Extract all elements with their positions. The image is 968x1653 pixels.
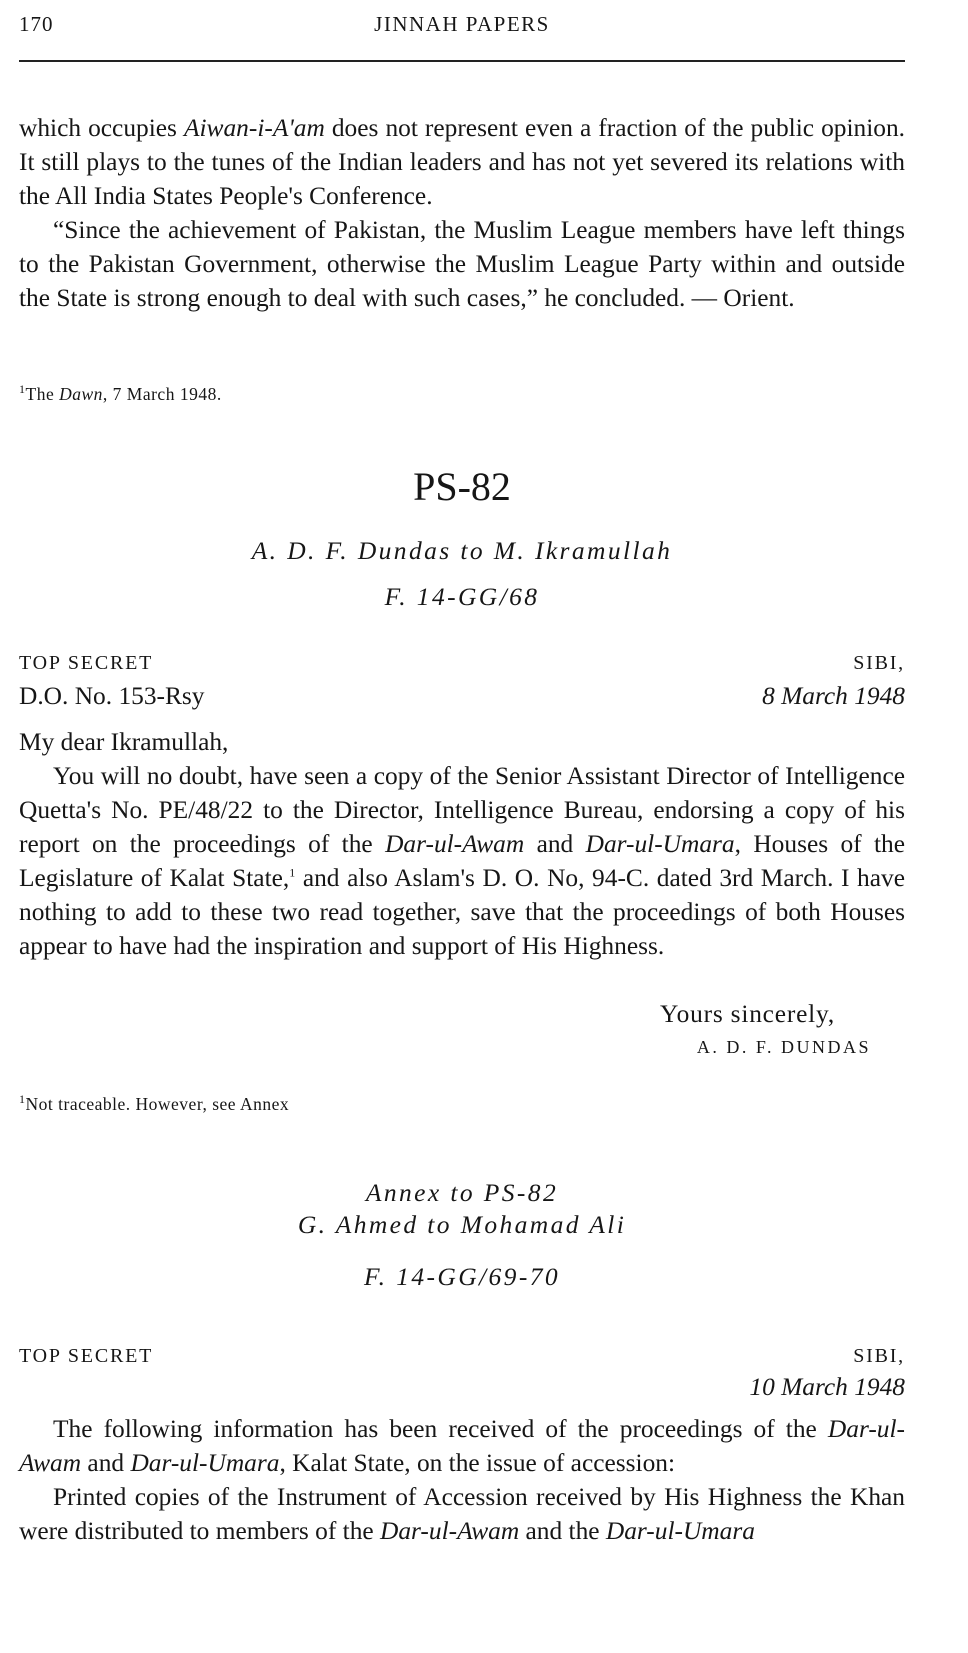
place: SIBI, [853,652,905,674]
annex-paragraph-2: Printed copies of the Instrument of Accession received by His Highness the Khan were distributed to members of the Dar-ul-Awam and the Dar-ul-Umara [19,1483,905,1545]
footnote-1: $^1$The Dawn, 7 March 1948. [19,382,222,404]
do-number: D.O. No. 153-Rsy [19,682,205,710]
running-title: JINNAH PAPERS [374,12,550,36]
annex-heading: G. Ahmed to Mohamad Ali [297,1210,627,1239]
signature: A. D. F. DUNDAS [696,1037,871,1057]
document-page [19,0,905,1653]
classification: TOP SECRET [19,652,154,674]
continuation-text [19,111,905,315]
document-number: PS-82 [413,464,511,509]
annex-date: 10 March 1948 [749,1373,905,1401]
document-heading: A. D. F. Dundas to M. Ikramullah [251,536,673,565]
page-header [19,12,905,42]
annex-classification: TOP SECRET [19,1345,154,1367]
annex-title: Annex to PS-82 [365,1178,559,1207]
letter-salutation: My dear Ikramullah, [19,728,229,756]
annex-place: SIBI, [853,1345,905,1367]
continuation-paragraph-2: “Since the achievement of Pakistan, the Muslim League members have left things to the Pakistan Government, otherwise the Muslim League Party within and outside the State is strong enough to deal with such cases,” he concluded. — Orient. [19,216,905,312]
header-rule [19,60,905,62]
file-reference: F. 14-GG/68 [384,582,540,611]
footnote-2: $^1$Not traceable. However, see Annex [19,1092,290,1114]
annex-paragraph-1: The following information has been received of the proceedings of the Dar-ul-Awam and Dar-ul-Umara, Kalat State, on the issue of accession: [19,1415,905,1477]
annex-date-row [19,1373,905,1407]
page-number: 170 [19,12,54,36]
closing: Yours sincerely, [659,1000,835,1028]
letter-date: 8 March 1948 [762,682,905,710]
letter-body: You will no doubt, have seen a copy of the Senior Assistant Director of Intelligence Quetta's No. PE/48/22 to the Director, Intelligence Bureau, endorsing a copy of his report on the proceedings of the Dar-ul-Awam and Dar-ul-Umara, Houses of the Legislature of Kalat State,$^1$ and also Aslam's D. O. No, 94-C. dated 3rd March. I have nothing to add to these two read together, save that the proceedings of both Houses appear to have had the inspiration and support of His Highness. [19,762,905,960]
classification-row [19,652,905,686]
annex-file-reference: F. 14-GG/69-70 [363,1262,561,1291]
continuation-paragraph-1: which occupies Aiwan-i-A'am does not represent even a fraction of the public opinion. It still plays to the tunes of the Indian leaders and has not yet severed its relations with the All India States People's Conference. [19,114,906,210]
reference-row [19,682,905,716]
